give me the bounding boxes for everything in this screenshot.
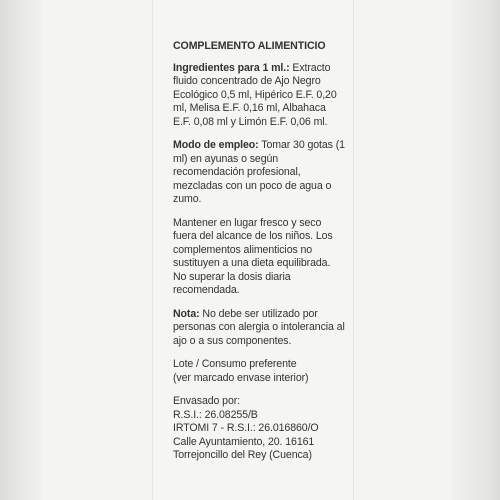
label-text [173,40,345,463]
warning-text: Mantener en lugar fresco y seco fuera del alcance de los niños. Los complementos alimenticios no sustituyen a una dieta equilibrada. No superar la dosis diaria recomendada. [173,216,333,296]
lot-line-1: Lote / Consumo preferente [173,358,297,370]
usage-section [173,139,345,207]
lot-line-2: (ver marcado envase interior) [173,371,309,384]
note-section [173,308,345,349]
note-text: No debe ser utilizado por personas con alergia o intolerancia al ajo o a sus componentes. [173,307,345,347]
ingredients-label: Ingredientes para 1 ml.: [173,61,290,74]
ingredients-section [173,62,345,130]
usage-label: Modo de empleo: [173,139,259,151]
usage-text: Tomar 30 gotas (1 ml) en ayunas o según recomendación profesional, mezcladas con un poco de agua o zumo. [173,139,345,205]
packaged-section [173,395,345,463]
packaged-line-3: IRTOMI 7 - R.S.I.: 26.016860/O [173,422,319,434]
box-left-shadow [0,0,42,500]
lot-section [173,358,345,385]
note-label: Nota: [173,307,200,320]
product-title: COMPLEMENTO ALIMENTICIO [173,40,326,52]
ingredients-text: Extracto fluido concentrado de Ajo Negro Ecológico 0,5 ml, Hipérico E.F. 0,20 ml, Melisa E.F. 0,16 ml, Albahaca E.F. 0,08 ml y Limón E.F. 0,06 ml. [173,61,337,128]
packaged-line-5: Torrejoncillo del Rey (Cuenca) [173,449,312,461]
packaged-line-4: Calle Ayuntamiento, 20. 16161 [173,435,315,448]
packaged-line-2: R.S.I.: 26.08255/B [173,408,258,421]
box-right-shadow [452,0,500,500]
packaged-line-1: Envasado por: [173,395,241,407]
